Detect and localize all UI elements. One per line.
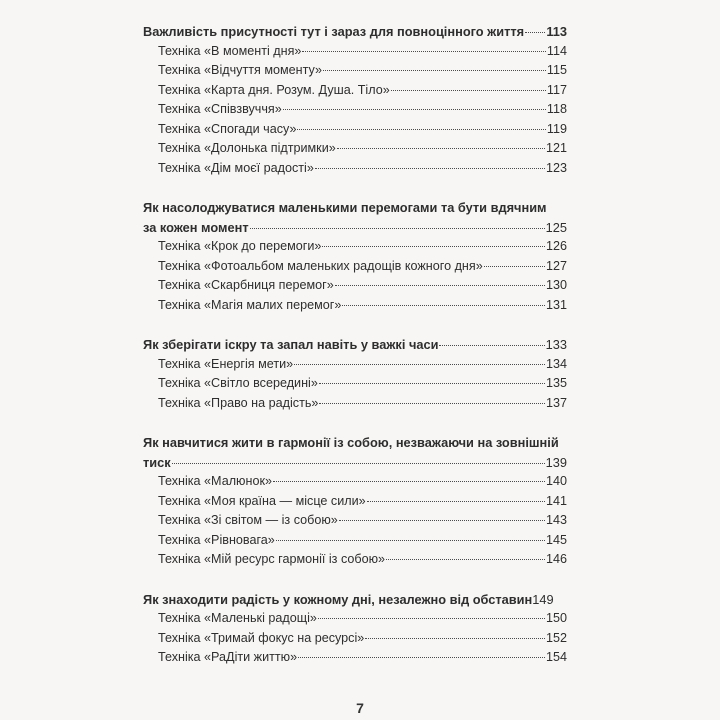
toc-entry-page: 141 <box>545 493 567 508</box>
toc-entry[interactable] <box>143 609 567 629</box>
dot-leader <box>297 129 545 130</box>
section-heading-page: 149 <box>532 591 554 607</box>
toc-entry[interactable] <box>143 159 567 179</box>
toc-section <box>143 433 567 570</box>
toc-entry-page: 143 <box>545 513 567 527</box>
toc-entry[interactable] <box>143 648 567 668</box>
toc-entry-page: 154 <box>545 650 567 664</box>
page-number: 7 <box>356 700 364 716</box>
toc-entry-page: 137 <box>545 395 567 410</box>
dot-leader <box>391 90 546 91</box>
toc-entry-title: Техніка «Моя країна — місце сили» <box>158 493 366 508</box>
dot-leader <box>323 70 546 71</box>
section-heading[interactable] <box>143 590 567 610</box>
toc-entry[interactable] <box>143 42 567 62</box>
toc-entry[interactable] <box>143 100 567 120</box>
toc-entry-title: Техніка «Долонька підтримки» <box>158 141 336 155</box>
toc-section <box>143 335 567 413</box>
toc-entry[interactable] <box>143 531 567 551</box>
toc-entry-page: 152 <box>545 630 567 645</box>
toc-entry[interactable] <box>143 237 567 257</box>
toc-entry-title: Техніка «Співзвуччя» <box>158 102 282 116</box>
section-heading[interactable] <box>143 453 567 473</box>
toc-entry[interactable] <box>143 374 567 394</box>
section-heading-page: 125 <box>545 219 567 235</box>
section-heading-title: Як зберігати іскру та запал навіть у важкі часи <box>143 337 439 352</box>
toc-entry-page: 145 <box>545 532 567 547</box>
toc-entry-page: 123 <box>545 160 567 175</box>
section-heading-line: Як навчитися жити в гармонії із собою, незважаючи на зовнішній <box>143 435 559 450</box>
dot-leader <box>365 638 545 639</box>
toc-entry-title: Техніка «Карта дня. Розум. Душа. Тіло» <box>158 82 390 97</box>
table-of-contents <box>143 22 567 688</box>
toc-entry[interactable] <box>143 139 567 159</box>
dot-leader <box>283 109 546 110</box>
toc-entry[interactable] <box>143 472 567 492</box>
toc-entry-page: 126 <box>545 239 567 253</box>
dot-leader <box>367 501 545 502</box>
toc-entry-page: 140 <box>545 474 567 488</box>
toc-entry-page: 134 <box>545 356 567 371</box>
toc-entry-title: Техніка «Відчуття моменту» <box>158 63 322 77</box>
dot-leader <box>319 403 545 404</box>
toc-entry-page: 146 <box>545 552 567 566</box>
dot-leader <box>276 540 545 541</box>
section-heading-title: тиск <box>143 454 171 470</box>
dot-leader <box>315 168 545 169</box>
dot-leader <box>339 520 545 521</box>
section-heading[interactable] <box>143 22 567 42</box>
toc-entry-page: 150 <box>545 611 567 625</box>
section-heading[interactable] <box>143 218 567 238</box>
toc-entry-title: Техніка «Крок до перемоги» <box>158 239 322 253</box>
section-heading-page: 113 <box>546 24 567 39</box>
toc-entry[interactable] <box>143 511 567 531</box>
toc-entry[interactable] <box>143 550 567 570</box>
toc-entry-title: Техніка «Зі світом — із собою» <box>158 513 338 527</box>
toc-entry-title: Техніка «В моменті дня» <box>158 43 302 58</box>
dot-leader <box>294 364 545 365</box>
section-heading-page: 139 <box>545 454 567 470</box>
dot-leader <box>337 148 545 149</box>
toc-entry[interactable] <box>143 276 567 296</box>
toc-entry[interactable] <box>143 81 567 101</box>
dot-leader <box>335 285 545 286</box>
toc-entry[interactable] <box>143 120 567 140</box>
toc-entry-page: 130 <box>545 278 567 292</box>
toc-entry-page: 131 <box>545 297 567 312</box>
toc-entry-page: 135 <box>545 376 567 390</box>
dot-leader <box>322 246 545 247</box>
toc-entry[interactable] <box>143 355 567 375</box>
section-heading-page: 133 <box>545 337 567 352</box>
toc-entry[interactable] <box>143 296 567 316</box>
toc-entry-title: Техніка «РаДіти життю» <box>158 650 298 664</box>
toc-entry-title: Техніка «Скарбниця перемог» <box>158 278 334 292</box>
toc-entry[interactable] <box>143 492 567 512</box>
toc-section <box>143 590 567 668</box>
dot-leader <box>525 32 545 33</box>
toc-entry-page: 121 <box>545 141 567 155</box>
toc-entry-title: Техніка «Мій ресурс гармонії із собою» <box>158 552 386 566</box>
dot-leader <box>298 657 545 658</box>
toc-entry-title: Техніка «Дім моєї радості» <box>158 160 314 175</box>
section-heading-line: Як насолоджуватися маленькими перемогами та бути вдячним <box>143 200 547 215</box>
dot-leader <box>342 305 545 306</box>
toc-entry-page: 119 <box>546 121 567 136</box>
toc-entry-title: Техніка «Рівновага» <box>158 532 275 547</box>
section-heading-title: Як знаходити радість у кожному дні, незалежно від обставин <box>143 591 533 607</box>
toc-entry-title: Техніка «Малюнок» <box>158 474 272 488</box>
toc-entry-page: 115 <box>546 63 567 77</box>
toc-entry-title: Техніка «Світло всередині» <box>158 376 318 390</box>
dot-leader <box>318 618 545 619</box>
toc-entry-page: 117 <box>546 82 567 97</box>
dot-leader <box>386 559 545 560</box>
toc-entry[interactable] <box>143 394 567 414</box>
toc-entry-title: Техніка «Спогади часу» <box>158 121 297 136</box>
section-heading-title: за кожен момент <box>143 219 249 235</box>
toc-entry-title: Техніка «Тримай фокус на ресурсі» <box>158 630 365 645</box>
toc-entry[interactable] <box>143 257 567 277</box>
toc-entry-page: 118 <box>546 102 567 116</box>
toc-entry[interactable] <box>143 629 567 649</box>
dot-leader <box>319 383 545 384</box>
dot-leader <box>250 228 545 229</box>
toc-entry-page: 114 <box>546 43 567 58</box>
toc-entry-title: Техніка «Енергія мети» <box>158 356 294 371</box>
toc-entry[interactable] <box>143 61 567 81</box>
toc-section <box>143 22 567 178</box>
toc-entry-title: Техніка «Магія малих перемог» <box>158 297 342 312</box>
dot-leader <box>273 481 545 482</box>
toc-entry-title: Техніка «Право на радість» <box>158 395 319 410</box>
toc-section <box>143 198 567 315</box>
toc-entry-title: Техніка «Маленькі радощі» <box>158 611 317 625</box>
section-heading-title: Важливість присутності тут і зараз для повноцінного життя <box>143 24 525 39</box>
dot-leader <box>302 51 545 52</box>
dot-leader <box>484 266 545 267</box>
toc-entry-page: 127 <box>545 258 567 273</box>
toc-entry-title: Техніка «Фотоальбом маленьких радощів кожного дня» <box>158 258 483 273</box>
section-heading[interactable] <box>143 335 567 355</box>
dot-leader <box>172 463 545 464</box>
dot-leader <box>439 345 544 346</box>
